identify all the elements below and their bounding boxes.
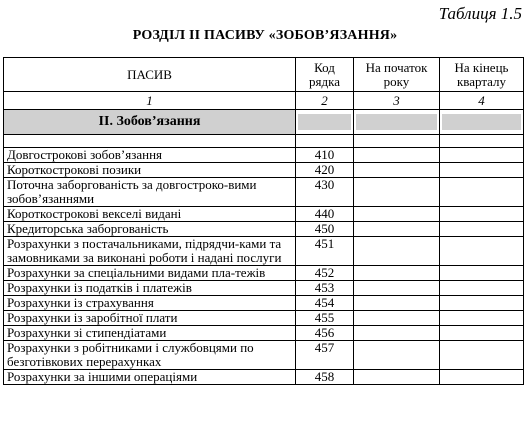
table-row bbox=[4, 222, 524, 237]
row-start-year-value bbox=[354, 296, 440, 311]
row-code: 440 bbox=[296, 207, 354, 222]
row-start-year-value bbox=[354, 281, 440, 296]
col-number: 1 bbox=[4, 92, 296, 110]
section-row bbox=[4, 110, 524, 135]
section-title: ІІ. Зобов’язання bbox=[4, 110, 296, 135]
spacer-cell bbox=[354, 135, 440, 148]
spacer-cell bbox=[296, 135, 354, 148]
row-label: Довгострокові зобов’язання bbox=[4, 148, 296, 163]
row-end-quarter-value bbox=[440, 341, 524, 370]
section-shade bbox=[296, 110, 354, 135]
row-code: 420 bbox=[296, 163, 354, 178]
table-caption: Таблиця 1.5 bbox=[438, 4, 522, 23]
col-header-start-year: На початок року bbox=[354, 58, 440, 92]
row-end-quarter-value bbox=[440, 148, 524, 163]
section-shade bbox=[354, 110, 440, 135]
row-start-year-value bbox=[354, 222, 440, 237]
table-row bbox=[4, 207, 524, 222]
row-start-year-value bbox=[354, 237, 440, 266]
row-label: Поточна заборгованість за довгостроко-вими зобов’язаннями bbox=[4, 178, 296, 207]
row-code: 451 bbox=[296, 237, 354, 266]
row-end-quarter-value bbox=[440, 163, 524, 178]
row-end-quarter-value bbox=[440, 281, 524, 296]
row-start-year-value bbox=[354, 148, 440, 163]
row-label: Кредиторська заборгованість bbox=[4, 222, 296, 237]
row-label: Розрахунки за іншими операціями bbox=[4, 370, 296, 385]
table-row bbox=[4, 311, 524, 326]
row-label: Розрахунки із заробітної плати bbox=[4, 311, 296, 326]
row-code: 454 bbox=[296, 296, 354, 311]
row-code: 456 bbox=[296, 326, 354, 341]
row-code: 453 bbox=[296, 281, 354, 296]
row-end-quarter-value bbox=[440, 370, 524, 385]
col-header-liabilities: ПАСИВ bbox=[4, 58, 296, 92]
row-code: 452 bbox=[296, 266, 354, 281]
table-heading: РОЗДІЛ ІІ ПАСИВУ «ЗОБОВ’ЯЗАННЯ» bbox=[132, 28, 398, 43]
row-start-year-value bbox=[354, 311, 440, 326]
row-code: 458 bbox=[296, 370, 354, 385]
table-row bbox=[4, 341, 524, 370]
row-start-year-value bbox=[354, 178, 440, 207]
row-label: Короткострокові векселі видані bbox=[4, 207, 296, 222]
row-end-quarter-value bbox=[440, 237, 524, 266]
table-row bbox=[4, 237, 524, 266]
row-code: 430 bbox=[296, 178, 354, 207]
table-row bbox=[4, 163, 524, 178]
section-shade bbox=[440, 110, 524, 135]
row-start-year-value bbox=[354, 266, 440, 281]
table-row bbox=[4, 296, 524, 311]
col-header-code: Код рядка bbox=[296, 58, 354, 92]
col-number: 4 bbox=[440, 92, 524, 110]
liabilities-table bbox=[3, 57, 524, 385]
spacer-row bbox=[4, 135, 524, 148]
row-label: Розрахунки з постачальниками, підрядчи-ками та замовниками за виконані роботи і надані послуги bbox=[4, 237, 296, 266]
table-row bbox=[4, 148, 524, 163]
table-row bbox=[4, 266, 524, 281]
row-end-quarter-value bbox=[440, 266, 524, 281]
row-start-year-value bbox=[354, 326, 440, 341]
row-label: Розрахунки із страхування bbox=[4, 296, 296, 311]
table-row bbox=[4, 326, 524, 341]
table-row bbox=[4, 281, 524, 296]
col-number: 3 bbox=[354, 92, 440, 110]
row-code: 450 bbox=[296, 222, 354, 237]
header-row bbox=[4, 58, 524, 92]
spacer-cell bbox=[4, 135, 296, 148]
col-header-end-quarter: На кінець кварталу bbox=[440, 58, 524, 92]
row-code: 410 bbox=[296, 148, 354, 163]
row-end-quarter-value bbox=[440, 207, 524, 222]
column-number-row bbox=[4, 92, 524, 110]
spacer-cell bbox=[440, 135, 524, 148]
row-label: Короткострокові позики bbox=[4, 163, 296, 178]
row-label: Розрахунки з робітниками і службовцями по безготівкових перерахунках bbox=[4, 341, 296, 370]
row-end-quarter-value bbox=[440, 178, 524, 207]
row-end-quarter-value bbox=[440, 326, 524, 341]
row-end-quarter-value bbox=[440, 311, 524, 326]
row-code: 457 bbox=[296, 341, 354, 370]
row-label: Розрахунки із податків і платежів bbox=[4, 281, 296, 296]
row-start-year-value bbox=[354, 341, 440, 370]
row-start-year-value bbox=[354, 207, 440, 222]
row-end-quarter-value bbox=[440, 296, 524, 311]
table-row bbox=[4, 178, 524, 207]
col-number: 2 bbox=[296, 92, 354, 110]
row-start-year-value bbox=[354, 163, 440, 178]
row-code: 455 bbox=[296, 311, 354, 326]
row-label: Розрахунки за спеціальними видами пла-тежів bbox=[4, 266, 296, 281]
row-start-year-value bbox=[354, 370, 440, 385]
table-row bbox=[4, 370, 524, 385]
row-label: Розрахунки зі стипендіатами bbox=[4, 326, 296, 341]
row-end-quarter-value bbox=[440, 222, 524, 237]
